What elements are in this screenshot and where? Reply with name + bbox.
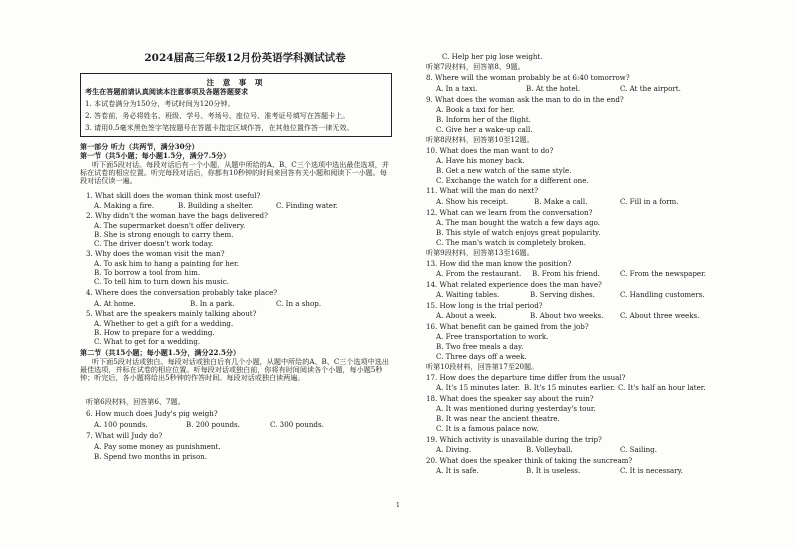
q4-option-a: A. At home. — [94, 299, 136, 308]
question-6: 6. How much does Judy's pig weigh? — [86, 409, 218, 418]
q20-option-c: C. It is necessary. — [620, 466, 683, 475]
question-2: 2. Why didn't the woman have the bags delivered? — [86, 211, 268, 220]
q2-option-a: A. The supermarket doesn't offer delivery. — [94, 221, 246, 230]
dialog-6-instruction: 听第6段材料，回答第6、7题。 — [86, 397, 185, 406]
q13-option-b: B. From his friend. — [532, 269, 600, 278]
q3-option-a: A. To ask him to hang a painting for her. — [94, 259, 239, 268]
q2-option-c: C. The driver doesn't work today. — [94, 239, 214, 248]
page-title: 2024届高三年级12月份英语学科测试试卷 — [144, 52, 346, 64]
q2-option-b: B. She is strong enough to carry them. — [94, 230, 234, 239]
q4-option-b: B. In a park. — [190, 299, 235, 308]
q7-option-b: B. Spend two months in prison. — [94, 452, 208, 461]
q6-option-c: C. 300 pounds. — [270, 420, 324, 429]
q10-option-a: A. Have his money back. — [436, 156, 525, 165]
q11-option-c: C. Fill in a form. — [620, 197, 679, 206]
notice-item-2: 2. 答卷前，务必将姓名、班级、学号、考场号、座位号、准考证号填写在答题卡上。 — [85, 111, 350, 120]
q12-option-a: A. The man bought the watch a few days ago. — [436, 218, 601, 227]
question-17: 17. How does the departure time differ from the usual? — [426, 373, 626, 382]
q6-option-b: B. 200 pounds. — [186, 420, 240, 429]
q20-option-b: B. It is useless. — [526, 466, 581, 475]
question-5: 5. What are the speakers mainly talking about? — [86, 309, 257, 318]
notice-heading: 注 意 事 项 — [206, 78, 266, 87]
q19-option-b: B. Volleyball. — [526, 445, 573, 454]
q13-option-a: A. From the restaurant. — [436, 269, 522, 278]
notice-item-3: 3. 请用0.5毫米黑色签字笔按题号在答题卡指定区域作答，在其他位置作答一律无效。 — [85, 123, 354, 132]
q1-option-c: C. Finding water. — [276, 201, 338, 210]
q14-option-a: A. Waiting tables. — [436, 290, 500, 299]
q15-option-b: B. About two weeks. — [530, 311, 604, 320]
q3-option-c: C. To tell him to turn down his music. — [94, 277, 229, 286]
q13-option-c: C. From the newspaper. — [620, 269, 706, 278]
notice-intro: 考生在答题前请认真阅读本注意事项及各题答题要求 — [85, 87, 249, 96]
q8-option-b: B. At the hotel. — [526, 84, 581, 93]
question-4: 4. Where does the conversation probably take place? — [86, 288, 278, 297]
q8-option-a: A. In a taxi. — [436, 84, 478, 93]
q12-option-c: C. The man's watch is completely broken. — [436, 238, 587, 247]
q20-option-a: A. It is safe. — [436, 466, 479, 475]
q9-option-b: B. Inform her of the flight. — [436, 115, 532, 124]
q11-option-b: B. Make a call. — [534, 197, 588, 206]
q5-option-a: A. Whether to get a gift for a wedding. — [94, 319, 234, 328]
question-1: 1. What skill does the woman think most useful? — [86, 191, 261, 200]
q15-option-c: C. About three weeks. — [620, 311, 700, 320]
dialog-9-instruction: 听第9段材料，回答第13至16题。 — [426, 248, 534, 257]
q17-option-b: B. It's 15 minutes earlier. — [524, 383, 615, 392]
q7-option-c: C. Help her pig lose weight. — [442, 52, 543, 61]
q9-option-a: A. Book a taxi for her. — [436, 105, 515, 114]
q18-option-b: B. It was near the ancient theatre. — [436, 414, 560, 423]
question-13: 13. How did the man know the position? — [426, 259, 572, 268]
q8-option-c: C. At the airport. — [620, 84, 681, 93]
dialog-7-instruction: 听第7段材料，回答第8、9题。 — [426, 62, 525, 71]
question-19: 19. Which activity is unavailable during the trip? — [426, 435, 602, 444]
question-9: 9. What does the woman ask the man to do in the end? — [426, 95, 624, 104]
question-11: 11. What will the man do next? — [426, 186, 539, 195]
dialog-10-instruction: 听第10段材料，回答第17至20题。 — [426, 362, 539, 371]
q3-option-b: B. To borrow a tool from him. — [94, 268, 201, 277]
q12-option-b: B. This style of watch enjoys great popularity. — [436, 228, 601, 237]
page-number: 1 — [396, 502, 400, 509]
q17-option-a: A. It's 15 minutes later. — [436, 383, 520, 392]
question-20: 20. What does the speaker think of taking the suncream? — [426, 456, 633, 465]
q19-option-c: C. Sailing. — [620, 445, 657, 454]
dialog-8-instruction: 听第8段材料，回答第10至12题。 — [426, 135, 534, 144]
question-3: 3. Why does the woman visit the man? — [86, 249, 225, 258]
q10-option-b: B. Get a new watch of the same style. — [436, 166, 572, 175]
q15-option-a: A. About a week. — [436, 311, 497, 320]
q1-option-a: A. Making a fire. — [94, 201, 155, 210]
q6-option-a: A. 100 pounds. — [94, 420, 148, 429]
question-15: 15. How long is the trial period? — [426, 301, 543, 310]
q5-option-c: C. What to get for a wedding. — [94, 337, 201, 346]
q14-option-c: C. Handling customers. — [620, 290, 705, 299]
q4-option-c: C. In a shop. — [276, 299, 322, 308]
q19-option-a: A. Diving. — [436, 445, 472, 454]
section2-intro: 听下面5段对话或独白。每段对话或独白后有几个小题，从题中所给的A、B、C三个选项中选出最佳选项，并标在试卷的相应位置。听每段对话或独白前，你将有时间阅读各个小题，每小题5秒钟；听完后，各小题将给出5秒钟的作答时间。每段对话或独白读两遍。 — [80, 357, 389, 382]
q14-option-b: B. Serving dishes. — [530, 290, 595, 299]
question-14: 14. What related experience does the man have? — [426, 280, 602, 289]
q17-option-c: C. It's half an hour later. — [618, 383, 706, 392]
q16-option-a: A. Free transportation to work. — [436, 332, 549, 341]
q16-option-b: B. Two free meals a day. — [436, 342, 524, 351]
q16-option-c: C. Three days off a week. — [436, 352, 527, 361]
section1-heading: 第一节（共5小题；每小题1.5分，满分7.5分） — [80, 151, 231, 160]
question-18: 18. What does the speaker say about the ruin? — [426, 394, 594, 403]
section1-intro: 听下面5段对话。每段对话后有一个小题，从题中所给的A、B、C三个选项中选出最佳选项，并标在试卷的相应位置。听完每段对话后，你都有10秒钟的时间来回答有关小题和阅读下一小题。每段对话仅读一遍。 — [80, 160, 389, 185]
q1-option-b: B. Building a shelter. — [178, 201, 254, 210]
section2-heading: 第二节（共15小题；每小题1.5分，满分22.5分） — [80, 348, 241, 357]
question-10: 10. What does the man want to do? — [426, 146, 554, 155]
q18-option-a: A. It was mentioned during yesterday's tour. — [436, 404, 596, 413]
q11-option-a: A. Show his receipt. — [436, 197, 509, 206]
question-8: 8. Where will the woman probably be at 6:40 tomorrow? — [426, 73, 630, 82]
q18-option-c: C. It is a famous palace now. — [436, 424, 539, 433]
q9-option-c: C. Give her a wake-up call. — [436, 125, 533, 134]
q5-option-b: B. How to prepare for a wedding. — [94, 328, 215, 337]
notice-item-1: 1. 本试卷满分为150分，考试时间为120分钟。 — [85, 99, 235, 108]
q10-option-c: C. Exchange the watch for a different one. — [436, 176, 589, 185]
q7-option-a: A. Pay some money as punishment. — [94, 442, 221, 451]
notice-box — [80, 73, 392, 137]
question-12: 12. What can we learn from the conversation? — [426, 208, 593, 217]
question-7: 7. What will Judy do? — [86, 431, 163, 440]
part1-heading: 第一部分 听力（共两节，满分30分） — [80, 142, 199, 151]
question-16: 16. What benefit can be gained from the job? — [426, 322, 589, 331]
